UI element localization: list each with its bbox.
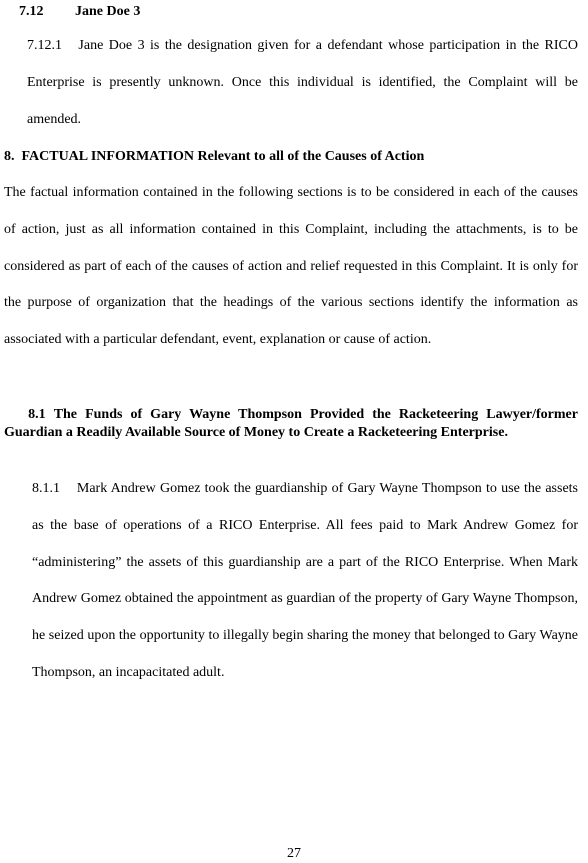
paragraph-number: 8.1.1 [32, 481, 60, 496]
section-8-heading [4, 149, 424, 165]
page-number: 27 [287, 846, 301, 861]
section-number: 8.1 [28, 407, 46, 422]
paragraph-7-12-1 [27, 28, 578, 138]
section-title: Jane Doe 3 [75, 4, 141, 19]
section-number: 7.12 [19, 4, 44, 19]
section-title-caps: FACTUAL INFORMATION [21, 149, 195, 164]
section-8-1-heading [4, 406, 578, 442]
paragraph-text: Jane Doe 3 is the designation given for a defendant whose participation in the RICO Enterprise is presently unknown. Once this individual is identified, the Complaint will be amended. [27, 38, 578, 127]
section-title-rest: Relevant to all of the Causes of Action [197, 149, 425, 164]
paragraph-number: 7.12.1 [27, 38, 62, 53]
paragraph-text: Mark Andrew Gomez took the guardianship of Gary Wayne Thompson to use the assets as the base of operations of a RICO Enterprise. All fees paid to Mark Andrew Gomez for “administering” the assets of this guardianship are a part of the RICO Enterprise. When Mark Andrew Gomez obtained the appointment as guardian of the property of Gary Wayne Thompson, he seized upon the opportunity to illegally begin sharing the money that belonged to Gary Wayne Thompson, an incapacitated adult. [32, 481, 579, 680]
paragraph-8-body [4, 175, 578, 359]
paragraph-text: The factual information contained in the following sections is to be considered in each of the causes of action, just as all information contained in this Complaint, including the attachments, is to be considered as part of each of the causes of action and relief requested in this Complaint. It is only for the purpose of organization that the headings of the various sections identify the information as associated with a particular defendant, event, explanation or cause of action. [4, 185, 578, 348]
section-7-12-heading [19, 4, 140, 20]
section-number: 8. [4, 149, 15, 164]
section-title: The Funds of Gary Wayne Thompson Provided the Racketeering Lawyer/former Guardian a Readily Available Source of Money to Create a Racketeering Enterprise. [4, 407, 578, 440]
paragraph-8-1-1 [32, 471, 578, 692]
